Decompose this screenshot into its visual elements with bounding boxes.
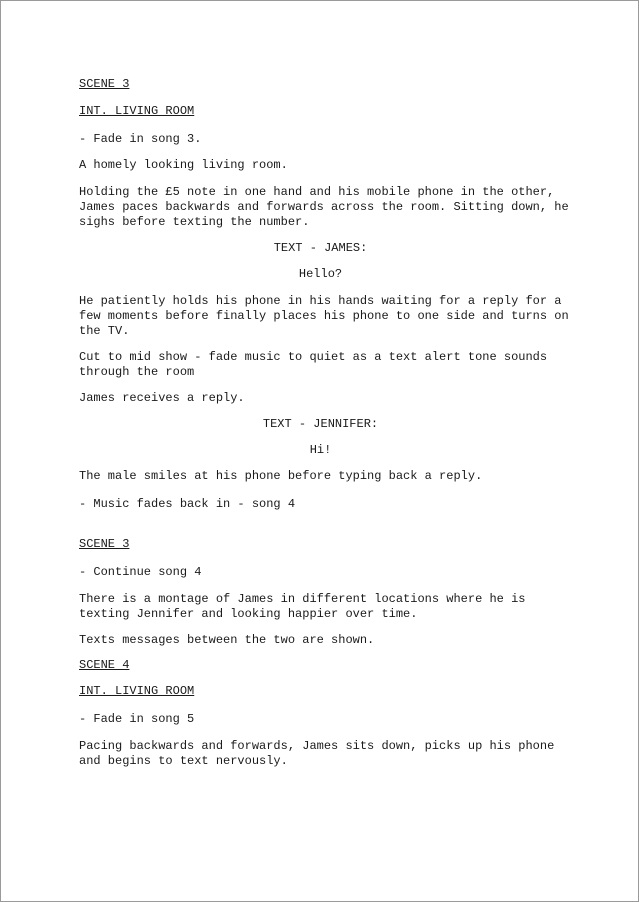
character-cue: TEXT - JAMES: [273, 241, 368, 255]
scene-heading: SCENE 3 [79, 537, 130, 551]
music-cue: - Fade in song 5 [79, 712, 195, 726]
action-line: and begins to text nervously. [79, 754, 288, 768]
action-line: A homely looking living room. [79, 158, 288, 172]
scene-location: INT. LIVING ROOM [79, 684, 195, 698]
action-line: sighs before texting the number. [79, 215, 310, 229]
action-line: There is a montage of James in different locations where he is [79, 592, 526, 606]
music-cue: - Music fades back in - song 4 [79, 497, 296, 511]
music-cue: - Fade in song 3. [79, 132, 202, 146]
action-line: James paces backwards and forwards across the room. Sitting down, he [79, 200, 569, 214]
action-line: The male smiles at his phone before typing back a reply. [79, 469, 483, 483]
action-line: Pacing backwards and forwards, James sits down, picks up his phone [79, 739, 555, 753]
scene-heading: SCENE 4 [79, 658, 130, 672]
action-line: He patiently holds his phone in his hands waiting for a reply for a [79, 294, 562, 308]
character-cue: TEXT - JENNIFER: [262, 417, 379, 431]
scene-heading: SCENE 3 [79, 77, 130, 91]
action-line: James receives a reply. [79, 391, 245, 405]
action-line: Holding the £5 note in one hand and his mobile phone in the other, [79, 185, 555, 199]
action-line: through the room [79, 365, 195, 379]
action-line: Cut to mid show - fade music to quiet as a text alert tone sounds [79, 350, 548, 364]
action-line: texting Jennifer and looking happier over time. [79, 607, 418, 621]
dialogue-line: Hello? [298, 267, 343, 281]
dialogue-line: Hi! [309, 443, 332, 457]
scene-location: INT. LIVING ROOM [79, 104, 195, 118]
music-cue: - Continue song 4 [79, 565, 202, 579]
action-line: few moments before finally places his phone to one side and turns on [79, 309, 569, 323]
action-line: Texts messages between the two are shown. [79, 633, 375, 647]
action-line: the TV. [79, 324, 130, 338]
